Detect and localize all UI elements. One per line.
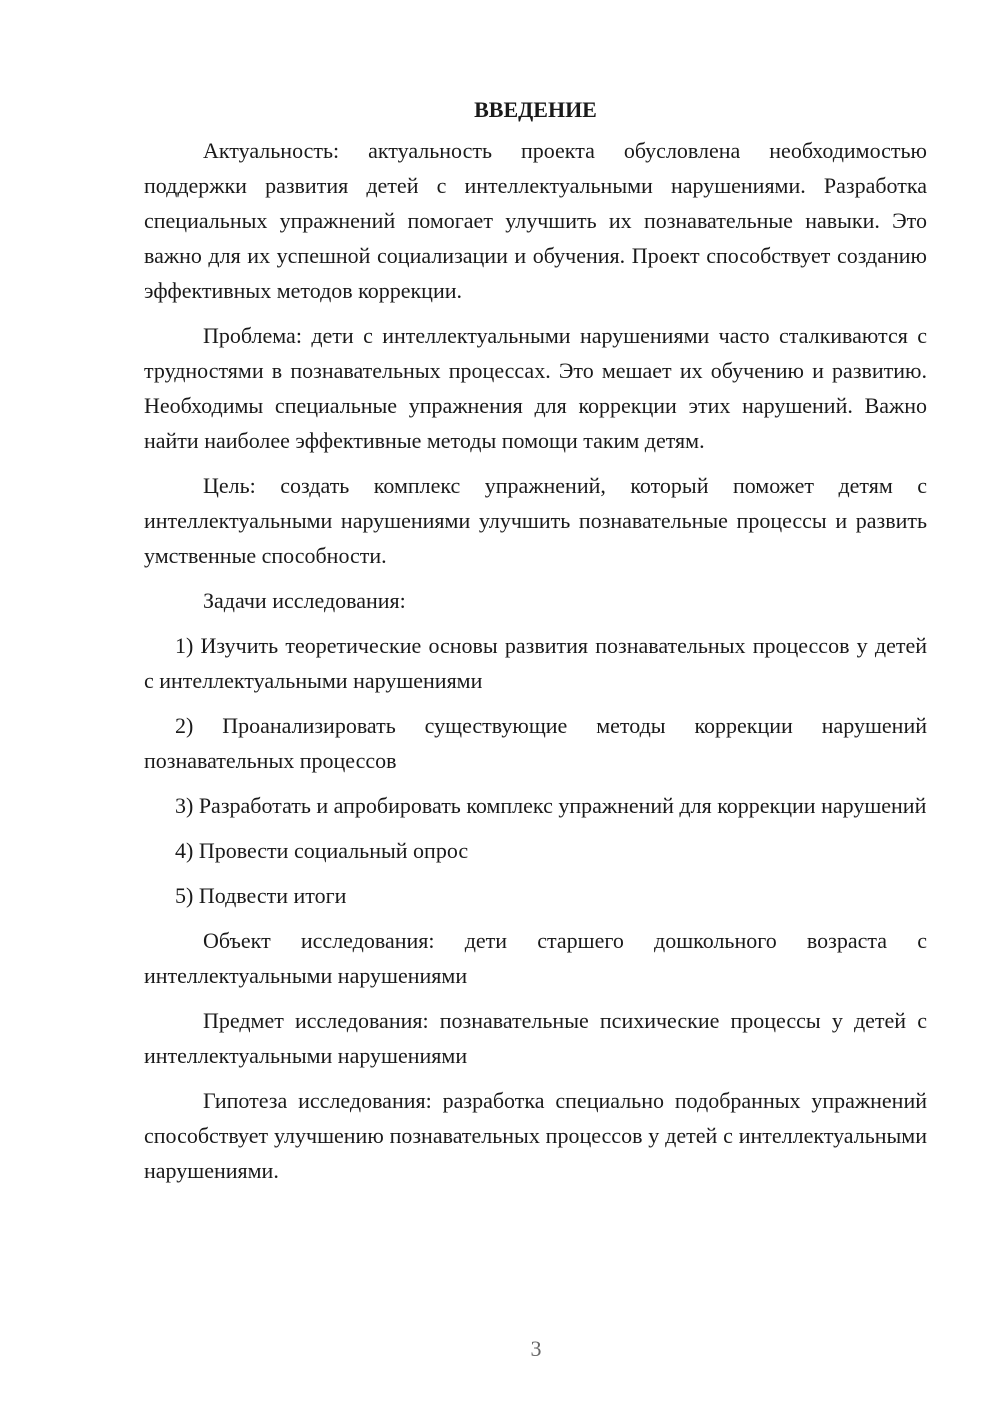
task-item-1: 1) Изучить теоретические основы развития познавательных процессов у детей с интеллектуальными нарушениями <box>144 633 927 693</box>
page-title: ВВЕДЕНИЕ <box>474 97 597 122</box>
task-item-3: 3) Разработать и апробировать комплекс упражнений для коррекции нарушений <box>175 793 927 818</box>
task-item-4: 4) Провести социальный опрос <box>175 838 469 863</box>
page-number: 3 <box>530 1336 542 1361</box>
subject-paragraph: Предмет исследования: познавательные психические процессы у детей с интеллектуальными нарушениями <box>144 1008 927 1068</box>
object-paragraph: Объект исследования: дети старшего дошкольного возраста с интеллектуальными нарушениями <box>144 928 927 988</box>
task-item-5: 5) Подвести итоги <box>175 883 347 908</box>
hypothesis-paragraph: Гипотеза исследования: разработка специально подобранных упражнений способствует улучшению познавательных процессов у детей с интеллектуальными нарушениями. <box>144 1088 927 1183</box>
relevance-paragraph: Актуальность: актуальность проекта обусловлена необходимостью поддержки развития детей с интеллектуальными нарушениями. Разработка специальных упражнений помогает улучшить их познавательные навыки. Это важно для их успешной социализации и обучения. Проект способствует созданию эффективных методов коррекции. <box>144 138 927 303</box>
tasks-heading: Задачи исследования: <box>203 588 406 613</box>
goal-paragraph: Цель: создать комплекс упражнений, который поможет детям с интеллектуальными нарушениями улучшить познавательные процессы и развить умственные способности. <box>144 473 927 568</box>
problem-paragraph: Проблема: дети с интеллектуальными нарушениями часто сталкиваются с трудностями в познавательных процессах. Это мешает их обучению и развитию. Необходимы специальные упражнения для коррекции этих нарушений. Важно найти наиболее эффективные методы помощи таким детям. <box>144 323 927 453</box>
task-item-2: 2) Проанализировать существующие методы коррекции нарушений познавательных процессов <box>144 713 927 773</box>
document-body <box>144 92 927 1198</box>
